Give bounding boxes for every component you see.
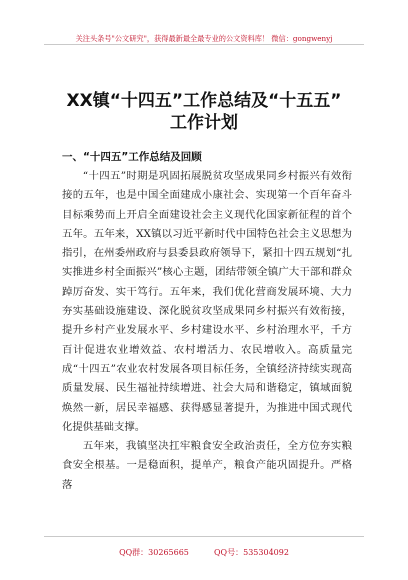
page-header bbox=[44, 26, 364, 45]
body-text bbox=[62, 167, 352, 495]
paragraph: “十四五”时期是巩固拓展脱贫攻坚成果同乡村振兴有效衔接的五年，也是中国全面建成小康社会、实现第一个百年奋斗目标乘势而上开启全面建设社会主义现代化国家新征程的首个五年。五年来，XX镇以习近平新时代中国特色社会主义思想为指引，在州委州政府与县委县政府领导下，紧扣十四五规划“扎实推进乡村全面振兴”核心主题，团结带领全镇广大干部和群众踔厉奋发、实干笃行。五年来，我们优化营商发展环境、大力夯实基础设施建设、深化脱贫攻坚成果同乡村振兴有效衔接，提升乡村产业发展水平、乡村建设水平、乡村治理水平，千方百计促进农业增效益、农村增活力、农民增收入。高质量完成“十四五”农业农村发展各项目标任务，全镇经济持续实现高质量发展、民生福祉持续增进、社会大局和谐稳定，镇域面貌焕然一新，居民幸福感、获得感显著提升，为推进中国式现代化提供基础支撑。 bbox=[62, 170, 352, 433]
document-title-line-2: 工作计划 bbox=[170, 113, 238, 133]
paragraph: 五年来，我镇坚决扛牢粮食安全政治责任，全方位夯实粮食安全根基。一是稳面积，提单产，粮食产能巩固提升。严格落 bbox=[62, 440, 352, 491]
section-heading: 一、“十四五”工作总结及回顾 bbox=[62, 151, 202, 163]
header-promo-note: 关注头条号"公文研究"，获得最新最全最专业的公文资料库！ 微信：gongwenyj bbox=[75, 34, 333, 43]
document-title-line-1: XX镇“十四五”工作总结及“十五五” bbox=[66, 91, 342, 111]
document-title bbox=[40, 90, 368, 134]
page-footer bbox=[44, 536, 364, 559]
qq-group-contact: QQ群：30265665 bbox=[119, 548, 189, 557]
qq-contact: QQ号：535304092 bbox=[214, 548, 289, 557]
